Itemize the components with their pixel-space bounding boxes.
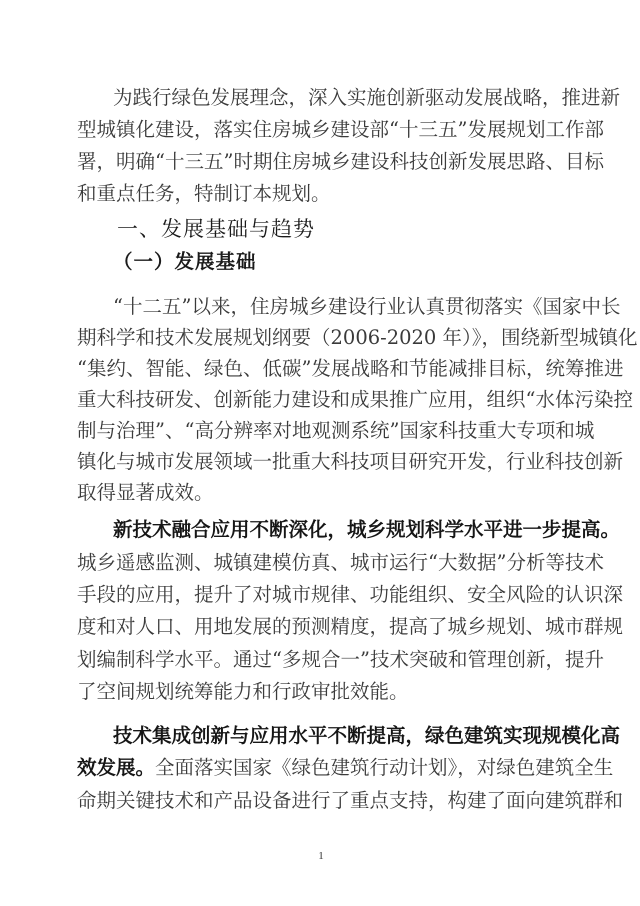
para2-line-5: 了空间规划统筹能力和行政审批效能。: [77, 680, 409, 703]
para2-line-3: 度和对人口、用地发展的预测精度，提高了城乡规划、城市群规: [77, 615, 624, 638]
page-number: 1: [318, 850, 324, 862]
para2-bold-lead: 新技术融合应用不断深化，城乡规划科学水平进一步提高。: [113, 518, 621, 541]
para3-line-2-rest: 全面落实国家《绿色建筑行动计划》，对绿色建筑全生: [155, 756, 614, 779]
para3-line-2: [77, 756, 614, 780]
para2-line-2: 手段的应用，提升了对城市规律、功能组织、安全风险的认识深: [77, 583, 624, 606]
intro-line-3: 署，明确“十三五”时期住房城乡建设科技创新发展思路、目标: [77, 150, 604, 173]
para3-bold-lead-1: 技术集成创新与应用水平不断提高，绿色建筑实现规模化高: [113, 724, 621, 747]
intro-line-4: 和重点任务，特制订本规划。: [77, 182, 331, 205]
para3-line-3: 命期关键技术和产品设备进行了重点支持，构建了面向建筑群和: [77, 789, 624, 812]
para1-line-5: 制与治理”、“高分辨率对地观测系统”国家科技重大专项和城: [77, 419, 595, 442]
para1-line-4: 重大科技研发、创新能力建设和成果推广应用，组织“水体污染控: [77, 388, 633, 411]
para1-line-7: 取得显著成效。: [77, 481, 214, 504]
intro-line-1: 为践行绿色发展理念，深入实施创新驱动发展战略，推进新: [113, 86, 621, 109]
para1-line-2: 期科学和技术发展规划纲要（2006-2020 年）》，围绕新型城镇化: [77, 326, 638, 349]
section-heading: 一、发展基础与趋势: [117, 217, 315, 241]
intro-line-2: 型城镇化建设，落实住房城乡建设部“十三五”发展规划工作部: [77, 118, 604, 141]
para1-line-3: “集约、智能、绿色、低碳”发展战略和节能减排目标，统筹推进: [77, 357, 624, 380]
para1-line-6: 镇化与城市发展领域一批重大科技项目研究开发，行业科技创新: [77, 450, 624, 473]
subsection-heading: （一）发展基础: [113, 250, 257, 273]
para3-bold-lead-2: 效发展。: [77, 756, 156, 779]
para2-line-4: 划编制科学水平。通过“多规合一”技术突破和管理创新，提升: [77, 648, 604, 671]
para1-line-1: “十二五”以来，住房城乡建设行业认真贯彻落实《国家中长: [113, 295, 621, 318]
para2-line-1: 城乡遥感监测、城镇建模仿真、城市运行“大数据”分析等技术: [77, 551, 604, 574]
